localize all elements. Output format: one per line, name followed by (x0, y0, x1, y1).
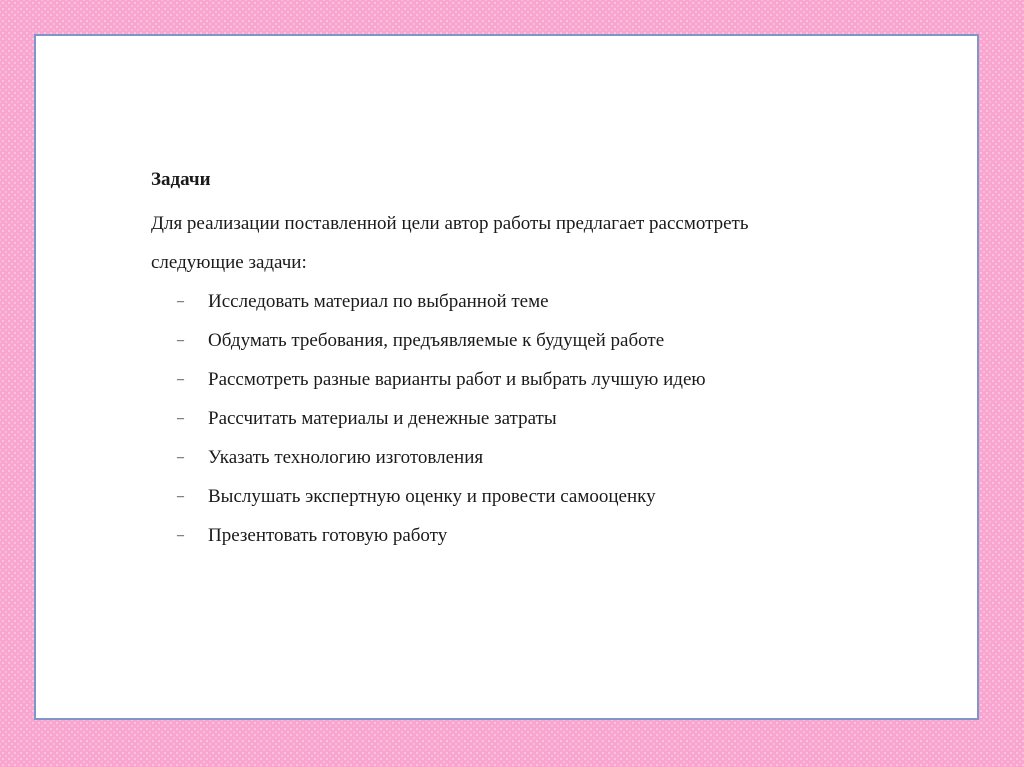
text-block (151, 166, 931, 555)
intro-line-2: следующие задачи: (151, 252, 307, 273)
task-item (151, 477, 931, 516)
dash-bullet: – (177, 294, 184, 309)
task-item (151, 321, 931, 360)
task-item (151, 516, 931, 555)
task-text: Выслушать экспертную оценку и провести самооценку (208, 486, 656, 507)
dash-bullet: – (177, 411, 184, 426)
dash-bullet: – (177, 372, 184, 387)
task-item (151, 282, 931, 321)
dash-bullet: – (177, 450, 184, 465)
task-item (151, 360, 931, 399)
task-text: Указать технологию изготовления (208, 447, 484, 468)
task-text: Рассчитать материалы и денежные затраты (208, 408, 557, 429)
dash-bullet: – (177, 528, 184, 543)
task-item (151, 438, 931, 477)
dash-bullet: – (177, 489, 184, 504)
content-frame (34, 34, 979, 720)
slide-heading: Задачи (151, 169, 211, 190)
task-text: Презентовать готовую работу (208, 525, 448, 546)
task-list (151, 282, 931, 555)
task-text: Рассмотреть разные варианты работ и выбрать лучшую идею (208, 369, 706, 390)
task-text: Обдумать требования, предъявляемые к будущей работе (208, 330, 665, 351)
task-item (151, 399, 931, 438)
intro-line-1: Для реализации поставленной цели автор работы предлагает рассмотреть (151, 213, 749, 234)
task-text: Исследовать материал по выбранной теме (208, 291, 549, 312)
dash-bullet: – (177, 333, 184, 348)
